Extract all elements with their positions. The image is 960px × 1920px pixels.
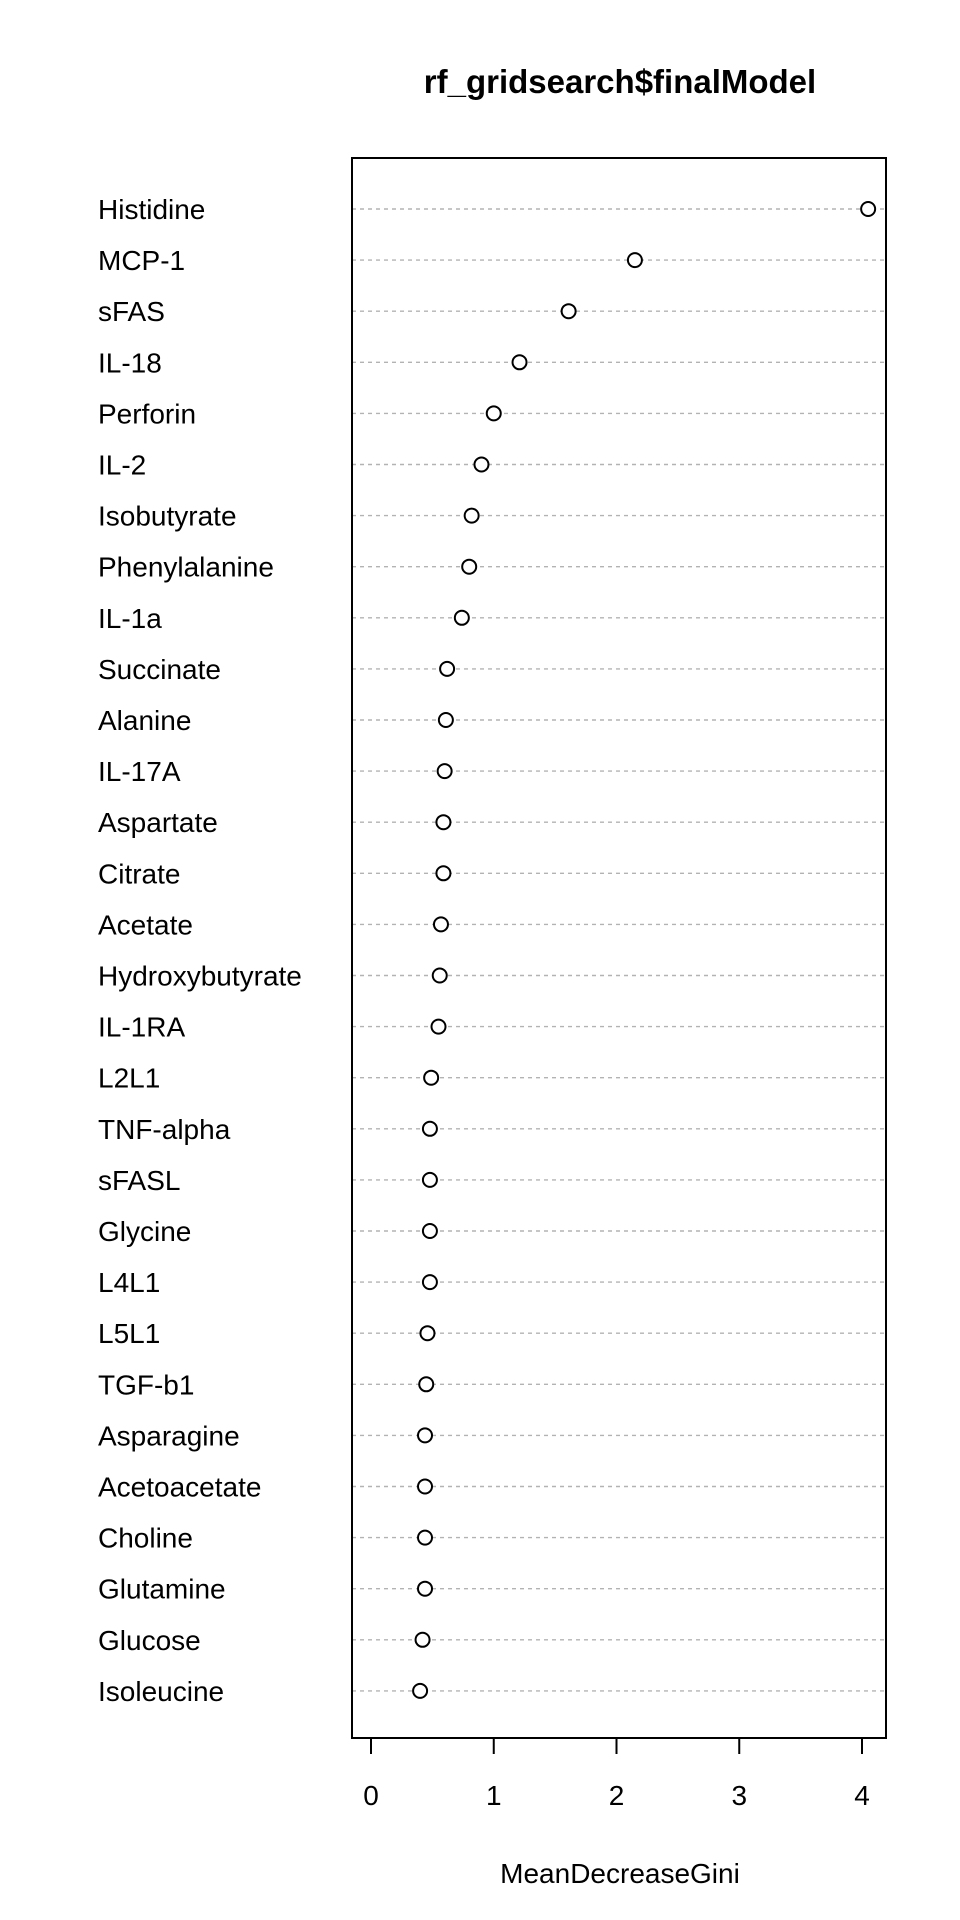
category-label: Isobutyrate (98, 500, 237, 532)
data-point (455, 611, 469, 625)
data-point (440, 662, 454, 676)
category-label: IL-2 (98, 449, 147, 481)
data-point (432, 1020, 446, 1034)
data-point (424, 1071, 438, 1085)
category-label: Asparagine (98, 1420, 240, 1452)
category-label: Phenylalanine (98, 551, 274, 583)
data-point (628, 253, 642, 267)
category-label: Succinate (98, 653, 221, 685)
category-label: Alanine (98, 705, 192, 736)
category-label: IL-18 (98, 347, 162, 379)
data-point (420, 1326, 434, 1340)
category-label: Isoleucine (98, 1675, 225, 1707)
data-point (416, 1633, 430, 1647)
category-label: Aspartate (98, 807, 218, 839)
x-axis-ticks (363, 1738, 870, 1811)
category-label: Choline (98, 1522, 193, 1554)
chart-title: rf_gridsearch$finalModel (423, 63, 817, 100)
category-label: MCP-1 (98, 245, 186, 277)
x-tick-label: 2 (608, 1780, 625, 1811)
data-point (418, 1582, 432, 1596)
data-point (438, 764, 452, 778)
category-label: L4L1 (98, 1267, 161, 1299)
category-label: L2L1 (98, 1062, 161, 1094)
x-tick-label: 1 (485, 1780, 502, 1811)
data-point (423, 1122, 437, 1136)
data-point (462, 560, 476, 574)
data-point (423, 1224, 437, 1238)
data-point (423, 1173, 437, 1187)
category-label: Hydroxybutyrate (98, 960, 302, 992)
category-label: Citrate (98, 858, 181, 890)
category-labels (98, 194, 302, 1707)
category-label: Acetate (98, 909, 193, 941)
data-point (436, 815, 450, 829)
data-point (465, 509, 479, 523)
data-point (487, 406, 501, 420)
category-label: Acetoacetate (98, 1471, 262, 1503)
data-point (436, 866, 450, 880)
category-label: Glycine (98, 1216, 192, 1247)
data-point (513, 355, 527, 369)
category-label: Glutamine (98, 1573, 226, 1605)
data-point (418, 1428, 432, 1442)
data-point (439, 713, 453, 727)
category-label: L5L1 (98, 1318, 161, 1350)
data-points (413, 202, 875, 1698)
category-label: sFAS (98, 296, 165, 328)
x-axis-label: MeanDecreaseGini (500, 1858, 740, 1889)
plot-frame (352, 158, 886, 1738)
category-label: IL-17A (98, 756, 181, 788)
x-tick-label: 4 (854, 1780, 870, 1811)
data-point (419, 1377, 433, 1391)
x-tick-label: 3 (731, 1780, 748, 1811)
data-point (418, 1480, 432, 1494)
data-point (423, 1275, 437, 1289)
category-label: Perforin (98, 398, 197, 430)
category-label: sFASL (98, 1164, 181, 1196)
data-point (413, 1684, 427, 1698)
data-point (433, 969, 447, 983)
x-tick-label: 0 (363, 1780, 379, 1811)
category-label: IL-1a (98, 602, 162, 634)
category-label: Histidine (98, 194, 206, 225)
data-point (434, 917, 448, 931)
category-label: Glucose (98, 1624, 201, 1656)
data-point (474, 458, 488, 472)
guide-lines (352, 209, 886, 1691)
data-point (418, 1531, 432, 1545)
category-label: IL-1RA (98, 1011, 186, 1043)
category-label: TGF-b1 (98, 1369, 195, 1401)
data-point (562, 304, 576, 318)
data-point (861, 202, 875, 216)
category-label: TNF-alpha (98, 1113, 231, 1145)
